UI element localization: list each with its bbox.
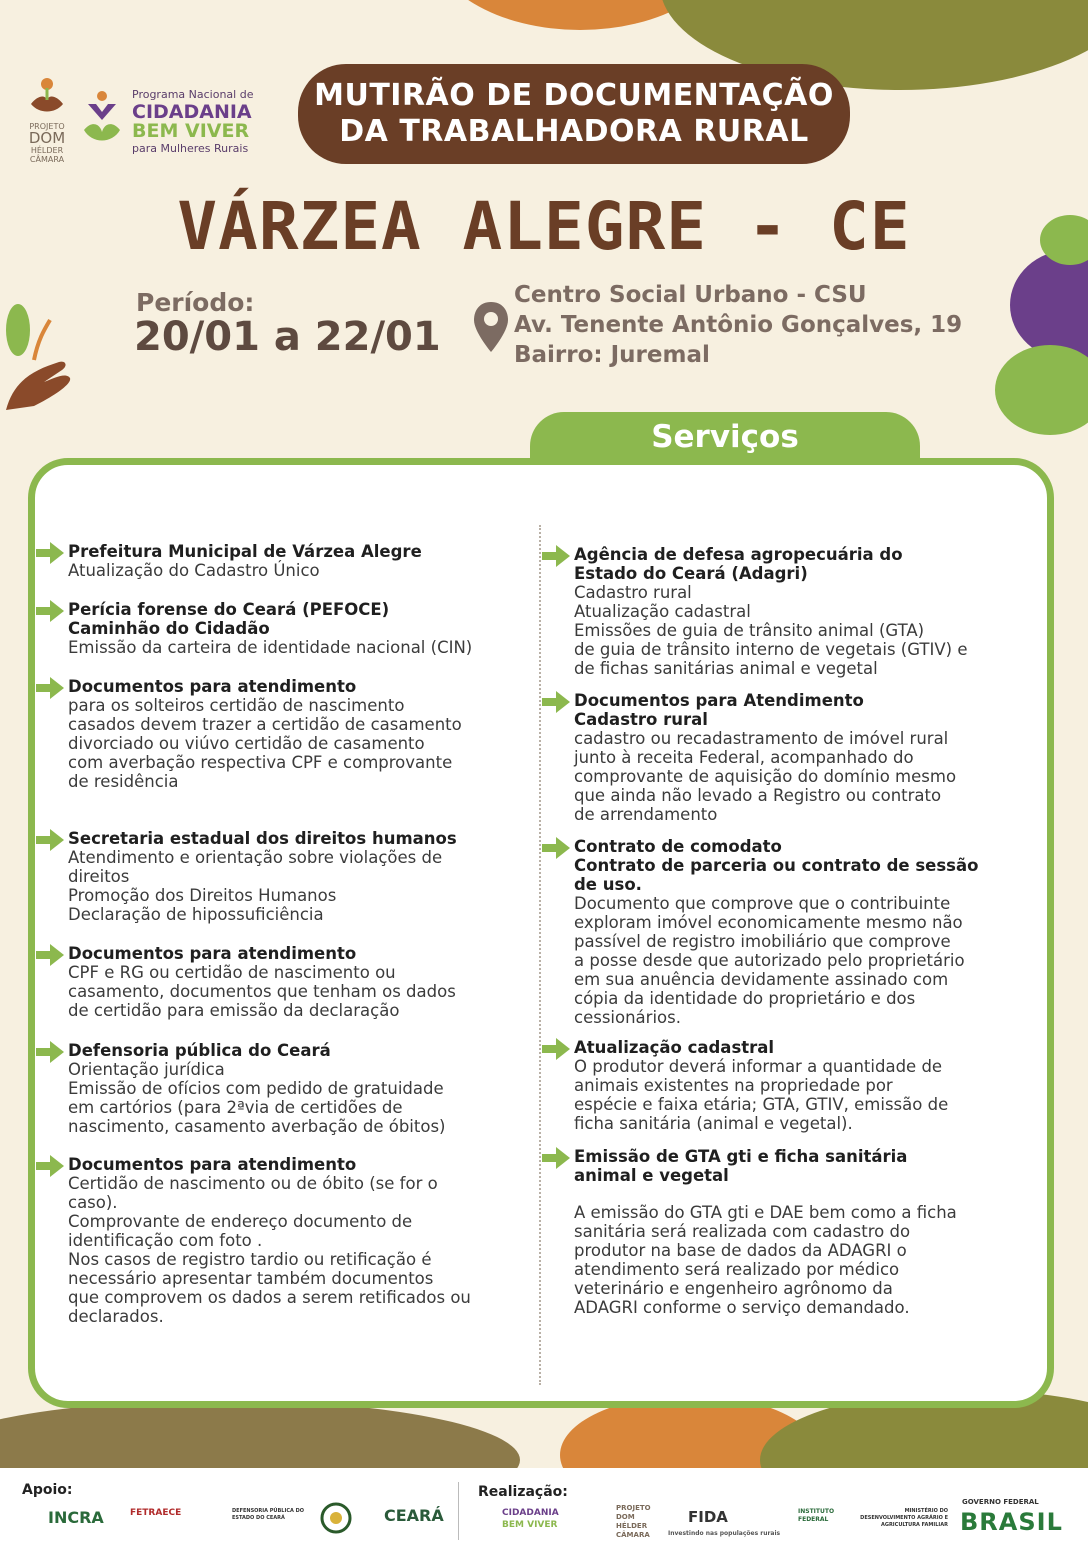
service-text	[68, 829, 457, 924]
service-line: Documento que comprove que o contribuinte	[574, 894, 951, 913]
service-title: de uso.	[574, 875, 642, 894]
realization-label: Realização:	[478, 1484, 568, 1500]
service-title: Documentos para Atendimento	[574, 691, 864, 710]
cidadania-footer-logo: CIDADANIA	[502, 1508, 559, 1518]
service-line: identificação com foto .	[68, 1231, 263, 1250]
location-line-3: Bairro: Juremal	[514, 342, 710, 368]
instituto-federal-logo: INSTITUTO FEDERAL	[798, 1508, 835, 1523]
service-line: de fichas sanitárias animal e vegetal	[574, 659, 878, 678]
period-value: 20/01 a 22/01	[134, 314, 441, 360]
service-line: Comprovante de endereço documento de	[68, 1212, 413, 1231]
hand-leaf-icon	[4, 300, 74, 415]
arrow-right-icon	[542, 837, 570, 859]
service-text	[68, 600, 472, 657]
service-line: de residência	[68, 772, 179, 791]
city-title: VÁRZEA ALEGRE - CE	[177, 188, 911, 265]
period-label: Período:	[136, 288, 255, 317]
service-text	[574, 1147, 957, 1317]
service-line: O produtor deverá informar a quantidade de	[574, 1057, 943, 1076]
service-line: Cadastro rural	[574, 583, 692, 602]
service-line: que ainda não levado a Registro ou contrato	[574, 786, 942, 805]
program-mulheres-text: para Mulheres Rurais	[132, 142, 249, 155]
service-line: junto à receita Federal, acompanhado do	[574, 748, 914, 767]
service-title: Agência de defesa agropecuária do	[574, 545, 903, 564]
service-title: Prefeitura Municipal de Várzea Alegre	[68, 542, 422, 561]
service-line: com averbação respectiva CPF e comprovante	[68, 753, 453, 772]
bem-viver-footer-logo: BEM VIVER	[502, 1520, 558, 1530]
service-line: divorciado ou viúvo certidão de casamento	[68, 734, 425, 753]
footer	[0, 1468, 1088, 1550]
service-line: cessionários.	[574, 1008, 681, 1027]
service-line: casados devem trazer a certidão de casamento	[68, 715, 462, 734]
service-text	[68, 1155, 471, 1326]
service-title: Documentos para atendimento	[68, 944, 357, 963]
service-line: cópia da identidade do proprietário e dos	[574, 989, 916, 1008]
service-line: necessário apresentar também documentos	[68, 1269, 434, 1288]
service-title: Estado do Ceará (Adagri)	[574, 564, 808, 583]
service-line: sanitária será realizada com cadastro do	[574, 1222, 911, 1241]
arrow-right-icon	[542, 691, 570, 713]
service-line: declarados.	[68, 1307, 164, 1326]
service-title: Contrato de parceria ou contrato de sessão	[574, 856, 979, 875]
service-line: casamento, documentos que tenham os dados	[68, 982, 456, 1001]
brasil-logo: BRASIL	[960, 1508, 1063, 1536]
service-text	[68, 677, 462, 791]
fida-logo: FIDA	[688, 1508, 728, 1526]
service-line: Emissões de guia de trânsito animal (GTA)	[574, 621, 925, 640]
governo-federal-label: GOVERNO FEDERAL	[962, 1498, 1039, 1506]
service-title: Caminhão do Cidadão	[68, 619, 270, 638]
service-line: exploram imóvel economicamente mesmo não	[574, 913, 963, 932]
arrow-right-icon	[542, 1038, 570, 1060]
service-text	[68, 542, 422, 580]
arrow-right-icon	[36, 829, 64, 851]
service-line: ADAGRI conforme o serviço demandado.	[574, 1298, 910, 1317]
incra-logo: INCRA	[48, 1508, 104, 1527]
location-line-1: Centro Social Urbano - CSU	[514, 282, 867, 308]
program-small-text: Programa Nacional de	[132, 88, 254, 101]
service-line: espécie e faixa etária; GTA, GTIV, emissão de	[574, 1095, 949, 1114]
arrow-right-icon	[36, 1041, 64, 1063]
service-text	[574, 1038, 948, 1133]
service-title: animal e vegetal	[574, 1166, 729, 1185]
dom-helder-logo	[22, 74, 72, 164]
services-tab-label: Serviços	[651, 419, 799, 455]
service-title: Secretaria estadual dos direitos humanos	[68, 829, 457, 848]
service-line: que comprovem os dados a serem retificados ou	[68, 1288, 471, 1307]
service-line: de arrendamento	[574, 805, 718, 824]
flower-icon	[78, 86, 126, 152]
service-line: nascimento, casamento averbação de óbitos)	[68, 1117, 446, 1136]
service-text	[574, 837, 978, 1027]
service-line: Atualização do Cadastro Único	[68, 561, 320, 580]
seal-icon	[320, 1502, 352, 1534]
service-line: de certidão para emissão da declaração	[68, 1001, 400, 1020]
service-line: Atualização cadastral	[574, 602, 751, 621]
service-line: veterinário e engenheiro agrônomo da	[574, 1279, 893, 1298]
support-label: Apoio:	[22, 1482, 73, 1498]
service-line: direitos	[68, 867, 130, 886]
service-title: Emissão de GTA gti e ficha sanitária	[574, 1147, 908, 1166]
event-title-box	[298, 64, 850, 164]
dom-logo-text-2: DOM	[28, 129, 66, 147]
service-line: a posse desde que autorizado pelo proprietário	[574, 951, 965, 970]
mda-logo: MINISTÉRIO DO DESENVOLVIMENTO AGRÁRIO E AGRICULTURA FAMILIAR	[860, 1508, 948, 1528]
dom-logo-text-3: HÉLDER	[30, 146, 64, 155]
service-line: Emissão da carteira de identidade nacional (CIN)	[68, 638, 473, 657]
location-line-2: Av. Tenente Antônio Gonçalves, 19	[514, 312, 963, 338]
service-line: caso).	[68, 1193, 118, 1212]
service-line: comprovante de aquisição do domínio mesmo	[574, 767, 957, 786]
service-line: Certidão de nascimento ou de óbito (se for o	[68, 1174, 438, 1193]
arrow-right-icon	[36, 542, 64, 564]
service-line: cadastro ou recadastramento de imóvel rural	[574, 729, 949, 748]
program-bem-viver-text: BEM VIVER	[132, 120, 250, 142]
service-title: Documentos para atendimento	[68, 677, 357, 696]
arrow-right-icon	[36, 1155, 64, 1177]
dom-helder-footer-logo: PROJETO DOM HÉLDER CÂMARA	[616, 1504, 651, 1539]
deco-purple-right	[1010, 250, 1088, 360]
service-line: produtor na base de dados da ADAGRI o	[574, 1241, 907, 1260]
service-line: em sua anuência devidamente assinado com	[574, 970, 949, 989]
service-line: ficha sanitária (animal e vegetal).	[574, 1114, 853, 1133]
location-pin-icon	[472, 300, 510, 354]
service-line: passível de registro imobiliário que comprove	[574, 932, 951, 951]
service-title: Perícia forense do Ceará (PEFOCE)	[68, 600, 390, 619]
service-title: Cadastro rural	[574, 710, 708, 729]
service-title: Contrato de comodato	[574, 837, 782, 856]
service-line: em cartórios (para 2ªvia de certidões de	[68, 1098, 403, 1117]
program-cidadania-text: CIDADANIA	[132, 101, 252, 123]
service-text	[68, 944, 456, 1020]
service-text	[574, 691, 956, 824]
service-line: A emissão do GTA gti e DAE bem como a ficha	[574, 1203, 957, 1222]
event-title-line-2: DA TRABALHADORA RURAL	[339, 114, 809, 149]
service-line: Promoção dos Direitos Humanos	[68, 886, 337, 905]
event-title-line-1: MUTIRÃO DE DOCUMENTAÇÃO	[314, 78, 834, 113]
fida-tagline: Investindo nas populações rurais	[668, 1530, 781, 1537]
service-line: Atendimento e orientação sobre violações de	[68, 848, 443, 867]
defensoria-logo: DEFENSORIA PÚBLICA DO ESTADO DO CEARÁ	[232, 1508, 305, 1521]
service-line: atendimento será realizado por médico	[574, 1260, 900, 1279]
arrow-right-icon	[36, 944, 64, 966]
dom-logo-text-1: PROJETO	[29, 122, 65, 131]
dom-logo-text-4: CÂMARA	[29, 155, 65, 164]
service-line: para os solteiros certidão de nascimento	[68, 696, 405, 715]
service-line: Orientação jurídica	[68, 1060, 225, 1079]
service-line: Emissão de ofícios com pedido de gratuidade	[68, 1079, 444, 1098]
deco-green-leaf-right2	[995, 345, 1088, 435]
service-line: de guia de trânsito interno de vegetais (GTIV) e	[574, 640, 968, 659]
service-text	[574, 545, 968, 678]
service-line: CPF e RG ou certidão de nascimento ou	[68, 963, 396, 982]
service-title: Defensoria pública do Ceará	[68, 1041, 331, 1060]
service-title: Documentos para atendimento	[68, 1155, 357, 1174]
service-title: Atualização cadastral	[574, 1038, 775, 1057]
ceara-logo: CEARÁ	[384, 1506, 444, 1525]
column-divider	[539, 525, 541, 1385]
hand-leaf-icon	[25, 74, 69, 118]
service-text	[68, 1041, 445, 1136]
service-line	[574, 1185, 957, 1203]
service-line: Declaração de hipossuficiência	[68, 905, 324, 924]
arrow-right-icon	[542, 1147, 570, 1169]
arrow-right-icon	[542, 545, 570, 567]
footer-divider	[458, 1482, 459, 1540]
fetraece-logo: FETRAECE	[130, 1508, 182, 1518]
service-line: Nos casos de registro tardio ou retificação é	[68, 1250, 432, 1269]
arrow-right-icon	[36, 677, 64, 699]
service-line: animais existentes na propriedade por	[574, 1076, 893, 1095]
arrow-right-icon	[36, 600, 64, 622]
